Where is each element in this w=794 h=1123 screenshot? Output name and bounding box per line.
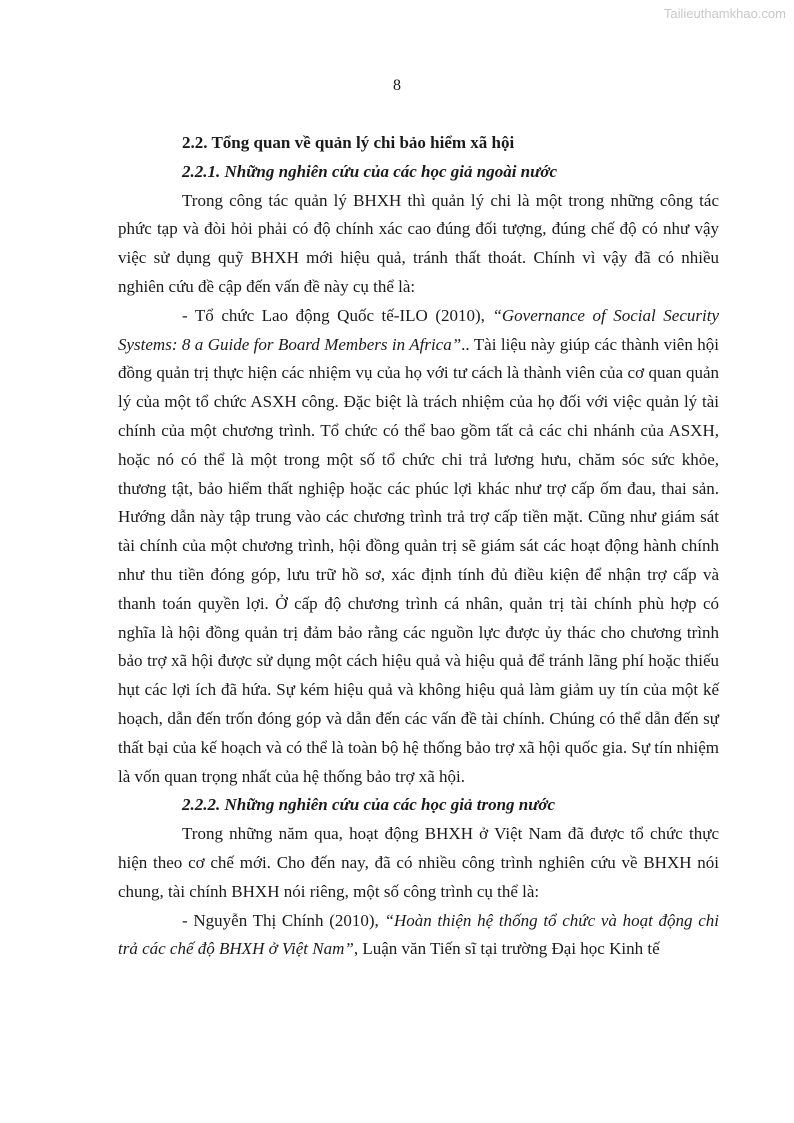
nguyen-body: , Luận văn Tiến sĩ tại trường Đại học Kinh tế xyxy=(353,939,660,959)
ilo-title: “Governance of Social Security Systems: 8 a Guide for Board Members in Africa” xyxy=(118,305,719,354)
section-heading: 2.2. Tổng quan về quản lý chi bảo hiểm xã hội xyxy=(182,133,515,152)
page-number: 8 xyxy=(393,77,401,94)
subsection-heading-1: 2.2.1. Những nghiên cứu của các học giả ngoài nước xyxy=(182,161,557,181)
nguyen-title: “Hoàn thiện hệ thống tổ chức và hoạt động chi trả các chế độ BHXH ở Việt Nam” xyxy=(118,910,719,959)
ilo-body: .. Tài liệu này giúp các thành viên hội đồng quản trị thực hiện các nhiệm vụ của họ với tư cách là thành viên của cơ quan quản lý của một tổ chức ASXH công. Đặc biệt là trách nhiệm của họ đối với việc quản lý tài chính của một chương trình. Tổ chức có thể bao gồm tất cả các chi nhánh của ASXH, hoặc nó có thể là một trong một số tổ chức chi trả lương hưu, chăm sóc sức khỏe, thương tật, bảo hiểm thất nghiệp hoặc các phúc lợi khác như trợ cấp ốm đau, thai sản. Hướng dẫn này tập trung vào các chương trình trả trợ cấp tiền mặt. Cũng như giám sát tài chính của một chương trình, hội đồng quản trị sẽ giám sát các hoạt động hành chính như thu tiền đóng góp, lưu trữ hồ sơ, xác định tính đủ điều kiện để nhận trợ cấp và thanh toán quyền lợi. Ở cấp độ chương trình cá nhân, quản trị tài chính phù hợp có nghĩa là hội đồng quản trị đảm bảo rằng các nguồn lực được ủy thác cho chương trình bảo trợ xã hội được sử dụng một cách hiệu quả và hiệu quả để tránh lãng phí hoặc thiếu hụt các lợi ích đã hứa. Sự kém hiệu quả và không hiệu quả làm giảm uy tín của một kế hoạch, dẫn đến trốn đóng góp và dẫn đến các vấn đề tài chính. Chúng có thể dẫn đến sự thất bại của kế hoạch và có thể là toàn bộ hệ thống bảo trợ xã hội quốc gia. Sự tín nhiệm là vốn quan trọng nhất của hệ thống bảo trợ xã hội. xyxy=(118,334,719,786)
document-body xyxy=(118,129,719,964)
subsection-heading-2: 2.2.2. Những nghiên cứu của các học giả trong nước xyxy=(182,795,556,815)
paragraph-intro-2: Trong những năm qua, hoạt động BHXH ở Việt Nam đã được tổ chức thực hiện theo cơ chế mới. Cho đến nay, đã có nhiều công trình nghiên cứu về BHXH nói chung, tài chính BHXH nói riêng, một số công trình cụ thể là: xyxy=(118,824,719,901)
paragraph-ilo xyxy=(118,302,719,792)
watermark: Tailieuthamkhao.com xyxy=(663,6,786,21)
nguyen-prefix: - Nguyễn Thị Chính (2010), xyxy=(182,910,385,930)
paragraph-intro-1: Trong công tác quản lý BHXH thì quản lý chi là một trong những công tác phức tạp và đòi hỏi phải có độ chính xác cao đúng đối tượng, đúng chế độ có như vậy việc sử dụng quỹ BHXH mới hiệu quả, tránh thất thoát. Chính vì vậy đã có nhiều nghiên cứu đề cập đến vấn đề này cụ thể là: xyxy=(118,190,719,296)
paragraph-nguyen xyxy=(118,907,719,965)
ilo-prefix: - Tổ chức Lao động Quốc tế-ILO (2010), xyxy=(182,305,493,325)
